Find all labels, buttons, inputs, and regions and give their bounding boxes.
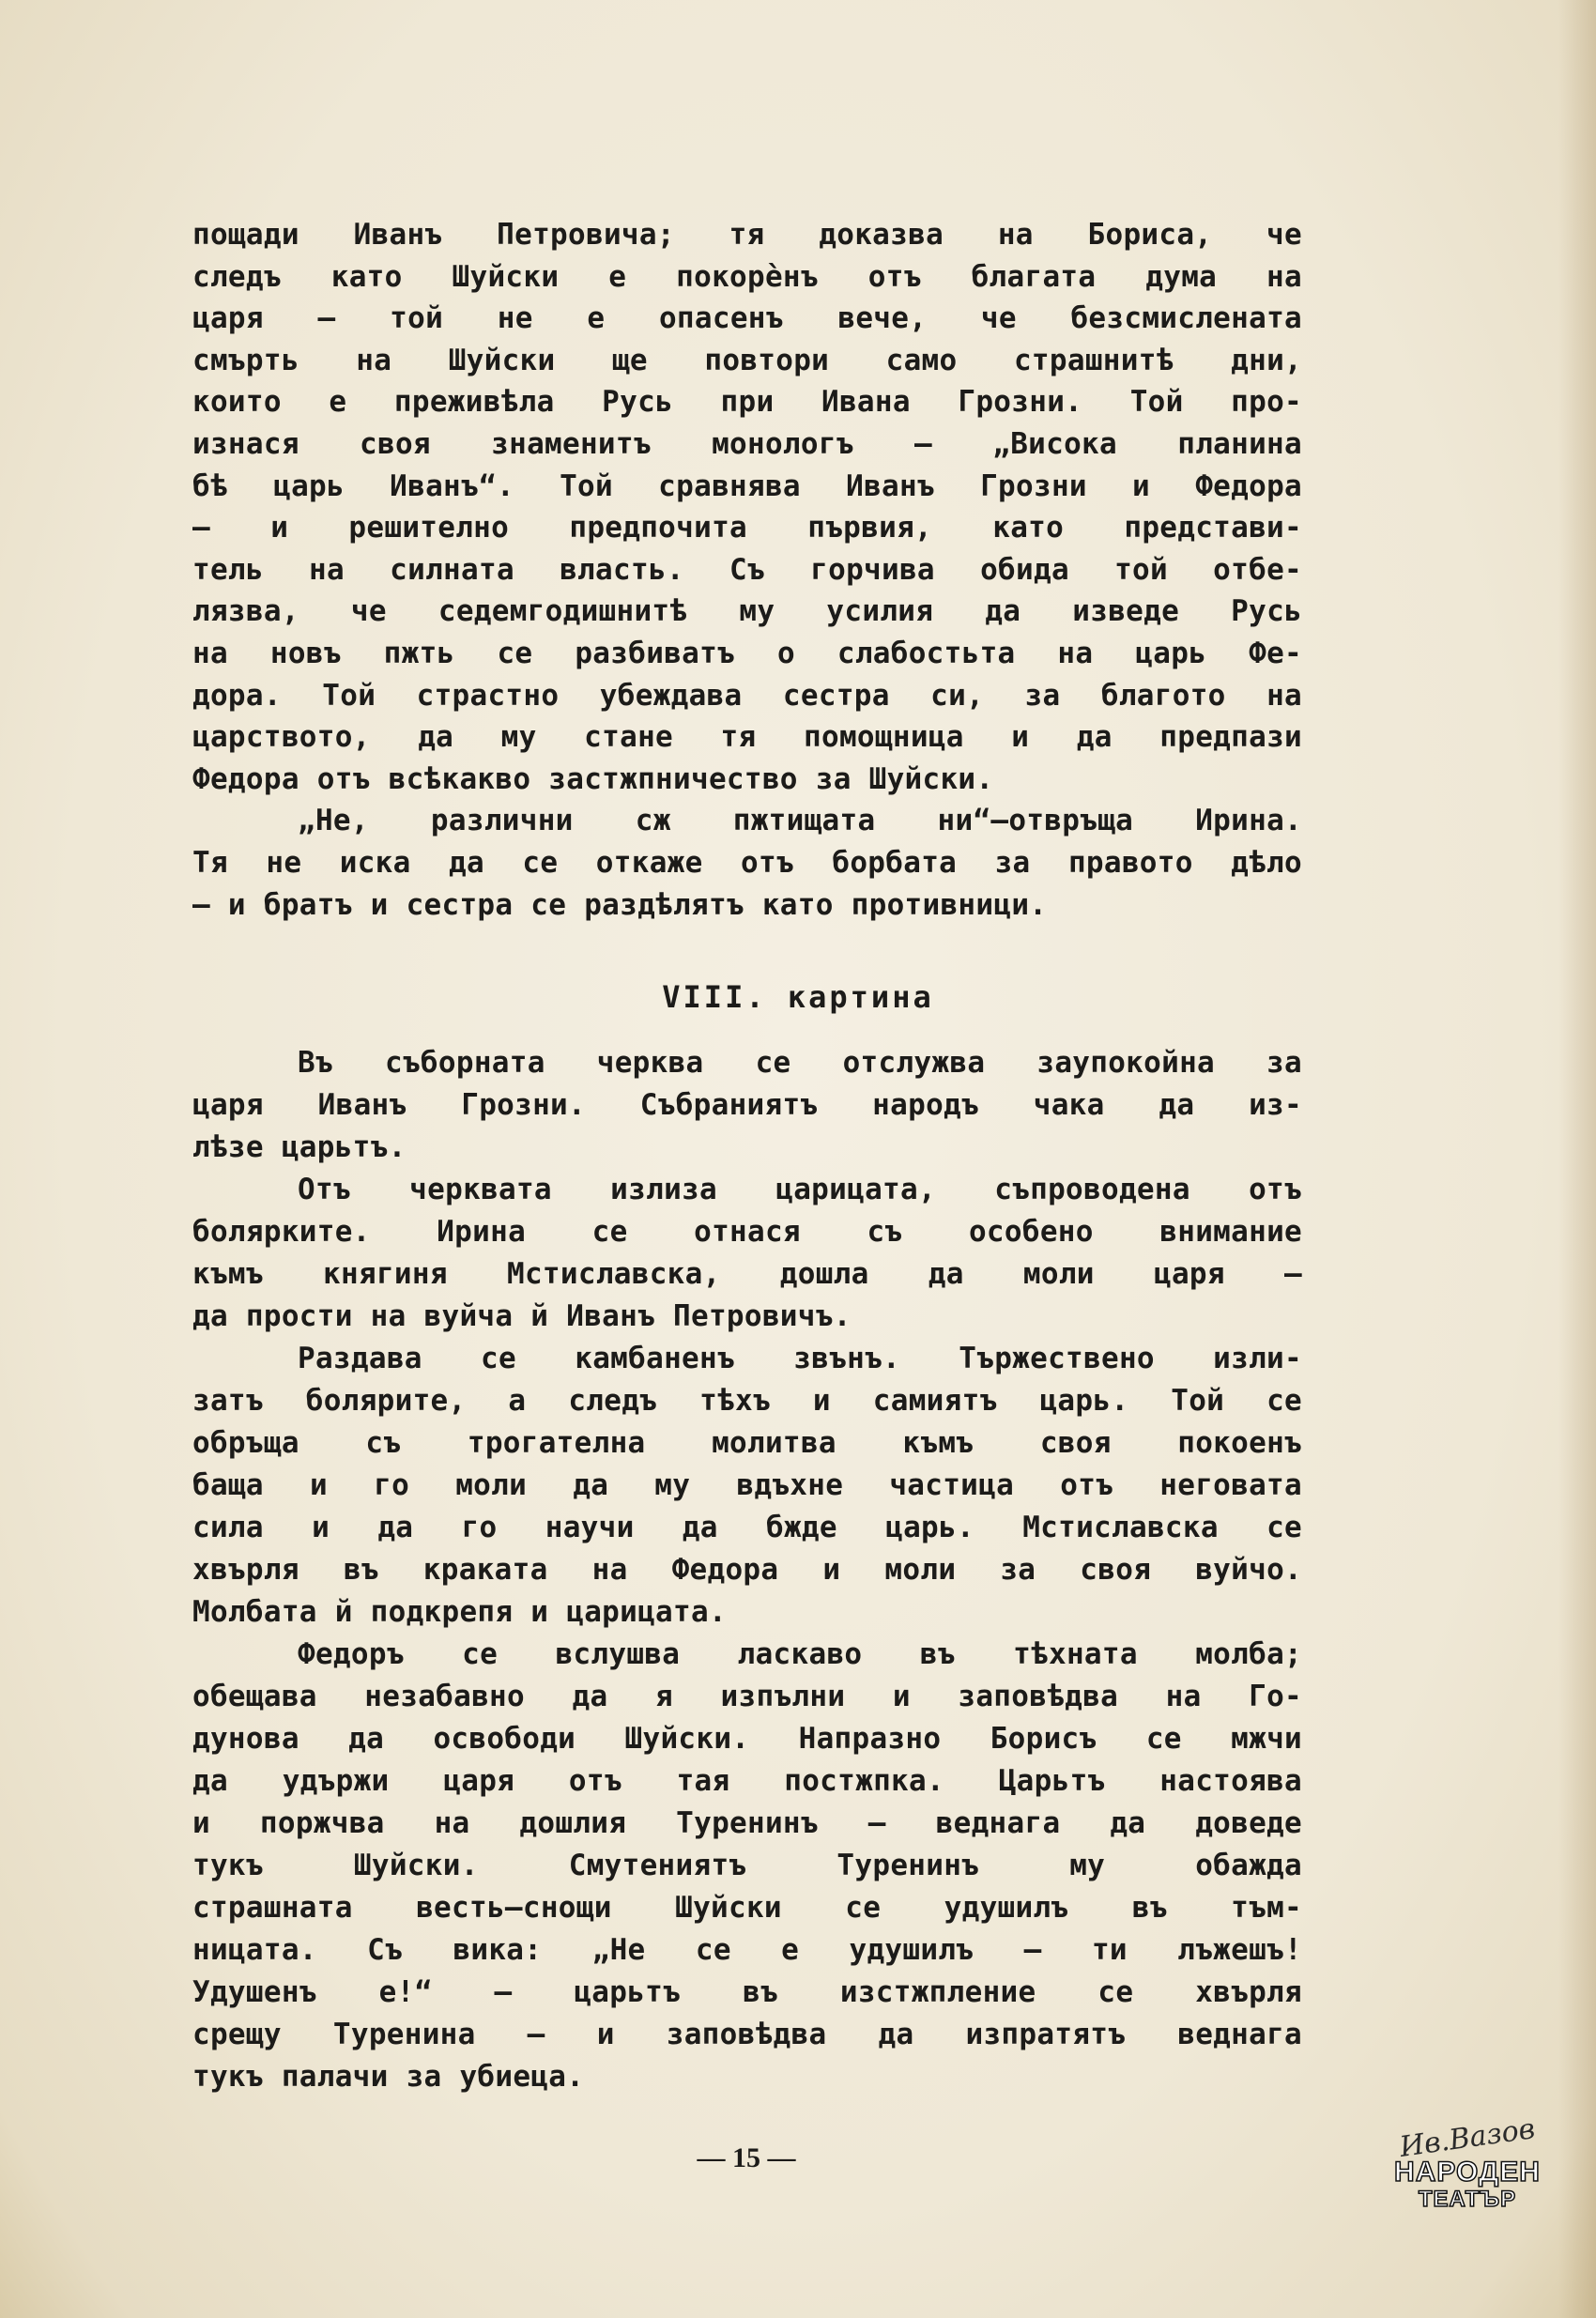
- text-line: сила и да го научи да бжде царь. Мстиславска се: [192, 1511, 1302, 1544]
- text-line: „Не, различни сж пжтищата ни“—отвръща Ирина.: [298, 804, 1302, 838]
- text-line: лѣзе царьтъ.: [192, 1130, 407, 1164]
- logo-signature: Ив.Вазов: [1397, 2112, 1538, 2164]
- text-line: дора. Той страстно убеждава сестра си, за благото на: [192, 678, 1302, 713]
- logo-line-2: ТЕАТЪР: [1418, 2187, 1517, 2212]
- text-line: обещава незабавно да я изпълни и заповѣдва на Го-: [192, 1680, 1302, 1713]
- text-line: хвърля въ краката на Федора и моли за своя вуйчо.: [192, 1553, 1302, 1587]
- text-line: изнася своя знаменитъ монологъ — „Висока планина: [192, 426, 1302, 461]
- national-theatre-logo: [1388, 2112, 1547, 2212]
- text-line: на новъ пжть се разбиватъ о слабостьта на царь Фе-: [192, 636, 1302, 670]
- text-line: пощади Иванъ Петровича; тя доказва на Бориса, че: [192, 218, 1302, 252]
- text-line: Удушенъ е!“ — царьтъ въ изстжпление се хвърля: [192, 1975, 1302, 2009]
- text-line: Въ съборната черква се отслужва заупокойна за: [298, 1046, 1302, 1080]
- text-line: ницата. Съ вика: „Не се е удушилъ — ти лъжешъ!: [192, 1933, 1302, 1967]
- text-line: тукъ палачи за убиеца.: [192, 2060, 585, 2094]
- text-line: Федоръ се вслушва ласкаво въ тѣхната молба;: [298, 1637, 1302, 1671]
- text-line: — и решително предпочита първия, като представи-: [192, 511, 1302, 545]
- text-line: къмъ княгиня Мстиславска, дошла да моли царя —: [192, 1257, 1302, 1291]
- text-line: болярките. Ирина се отнася съ особено внимание: [192, 1215, 1302, 1249]
- text-line: които е преживѣла Русь при Ивана Грозни. Той про-: [192, 385, 1302, 420]
- text-line: обръща съ трогателна молитва къмъ своя покоенъ: [192, 1426, 1302, 1460]
- logo-line-1: НАРОДЕН: [1394, 2157, 1541, 2188]
- text-line: баща и го моли да му вдъхне частица отъ неговата: [192, 1468, 1302, 1502]
- text-line: бѣ царь Иванъ“. Той сравнява Иванъ Грозни и Федора: [192, 468, 1302, 503]
- text-line: срещу Туренина — и заповѣдва да изпратятъ веднага: [192, 2018, 1302, 2051]
- text-line: затъ болярите, а следъ тѣхъ и самиятъ царь. Той се: [192, 1384, 1302, 1418]
- text-line: Отъ черквата излиза царицата, съпроводена отъ: [298, 1173, 1302, 1206]
- text-line: да удържи царя отъ тая постжпка. Царьтъ настоява: [192, 1764, 1302, 1798]
- text-line: царя — той не е опасенъ вече, че безсмислената: [192, 301, 1302, 336]
- page-number: — 15 —: [697, 2142, 796, 2173]
- text-line: Раздава се камбаненъ звънъ. Тържествено изли-: [298, 1342, 1302, 1375]
- text-line: дунова да освободи Шуйски. Напразно Борисъ се мжчи: [192, 1722, 1302, 1756]
- text-line: Федора отъ всѣкакво застжпничество за Шуйски.: [192, 761, 994, 796]
- text-block-top: [192, 214, 1302, 926]
- text-line: и поржчва на дошлия Туренинъ — веднага да доведе: [192, 1806, 1302, 1840]
- text-line: Молбата й подкрепя и царицата.: [192, 1595, 727, 1629]
- text-line: да прости на вуйча й Иванъ Петровичъ.: [192, 1299, 852, 1333]
- text-line: царя Иванъ Грозни. Събраниятъ народъ чака да из-: [192, 1088, 1302, 1122]
- text-line: следъ като Шуйски е покорѐнъ отъ благата дума на: [192, 259, 1302, 294]
- section-heading: VIII. картина: [662, 979, 934, 1015]
- text-line: царството, да му стане тя помощница и да предпази: [192, 720, 1302, 755]
- text-line: тель на силната власть. Съ горчива обида той отбе-: [192, 552, 1302, 587]
- text-line: смърть на Шуйски ще повтори само страшнитѣ дни,: [192, 343, 1302, 377]
- text-line: лязва, че седемгодишнитѣ му усилия да изведе Русь: [192, 594, 1302, 629]
- text-line: Тя не иска да се откаже отъ борбата за правото дѣло: [192, 845, 1302, 880]
- text-line: тукъ Шуйски. Смутениятъ Туренинъ му обажда: [192, 1849, 1302, 1882]
- text-line: страшната весть—снощи Шуйски се удушилъ въ тъм-: [192, 1891, 1302, 1925]
- text-line: — и братъ и сестра се раздѣлятъ като противници.: [192, 887, 1048, 922]
- paper-edge-shadow: [1558, 0, 1596, 2318]
- text-block-bottom: [192, 1042, 1302, 2098]
